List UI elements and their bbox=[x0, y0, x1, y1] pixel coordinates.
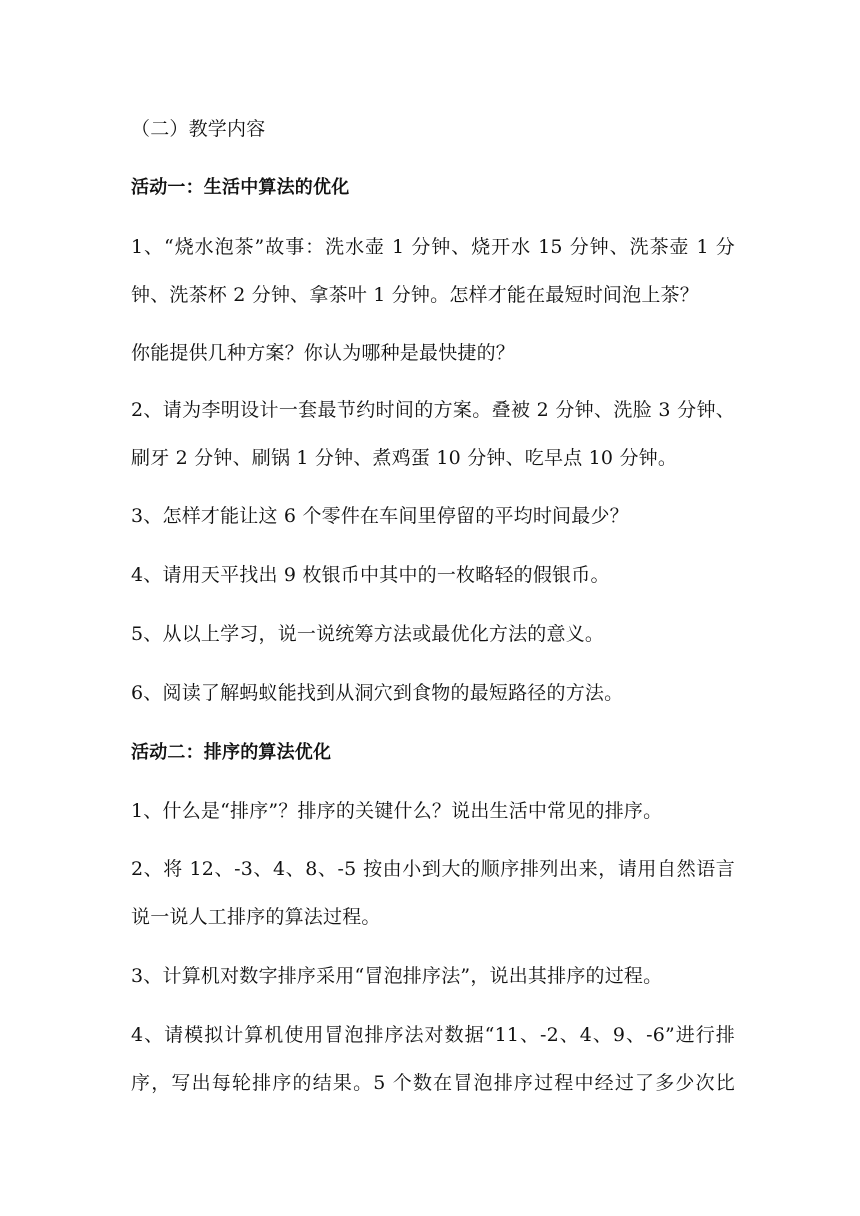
activity1-item6: 6、阅读了解蚂蚁能找到从洞穴到食物的最短路径的方法。 bbox=[131, 682, 624, 704]
activity2-item3: 3、计算机对数字排序采用“冒泡排序法”，说出其排序的过程。 bbox=[131, 965, 663, 987]
activity1-item3: 3、怎样才能让这 6 个零件在车间里停留的平均时间最少？ bbox=[131, 505, 629, 527]
activity1-item4: 4、请用天平找出 9 枚银币中其中的一枚略轻的假银币。 bbox=[131, 564, 610, 586]
activity2-item2-line1: 2、将 12、-3、4、8、-5 按由小到大的顺序排列出来，请用自然语言 bbox=[131, 858, 735, 880]
activity2-heading: 活动二：排序的算法优化 bbox=[131, 742, 332, 763]
activity2-item4-line1: 4、请模拟计算机使用冒泡排序法对数据“11、-2、4、9、-6”进行排 bbox=[131, 1024, 735, 1046]
activity2-item2-line2: 说一说人工排序的算法过程。 bbox=[131, 906, 381, 928]
activity1-heading: 活动一：生活中算法的优化 bbox=[131, 177, 350, 198]
activity2-item1: 1、什么是“排序”？排序的关键什么？说出生活中常见的排序。 bbox=[131, 800, 663, 822]
activity1-item5: 5、从以上学习，说一说统筹方法或最优化方法的意义。 bbox=[131, 623, 605, 645]
activity1-item2-line1: 2、请为李明设计一套最节约时间的方案。叠被 2 分钟、洗脸 3 分钟、 bbox=[131, 399, 735, 421]
activity2-item4-line2: 序，写出每轮排序的结果。5 个数在冒泡排序过程中经过了多少次比 bbox=[131, 1072, 735, 1094]
activity1-item1-line3: 你能提供几种方案？你认为哪种是最快捷的？ bbox=[131, 342, 516, 364]
activity1-item2-line2: 刷牙 2 分钟、刷锅 1 分钟、煮鸡蛋 10 分钟、吃早点 10 分钟。 bbox=[131, 447, 678, 469]
section-title: （二）教学内容 bbox=[131, 118, 266, 140]
activity1-item1-line1: 1、“烧水泡茶”故事：洗水壶 1 分钟、烧开水 15 分钟、洗茶壶 1 分 bbox=[131, 236, 735, 258]
activity1-item1-line2: 钟、洗茶杯 2 分钟、拿茶叶 1 分钟。怎样才能在最短时间泡上茶？ bbox=[131, 284, 699, 306]
